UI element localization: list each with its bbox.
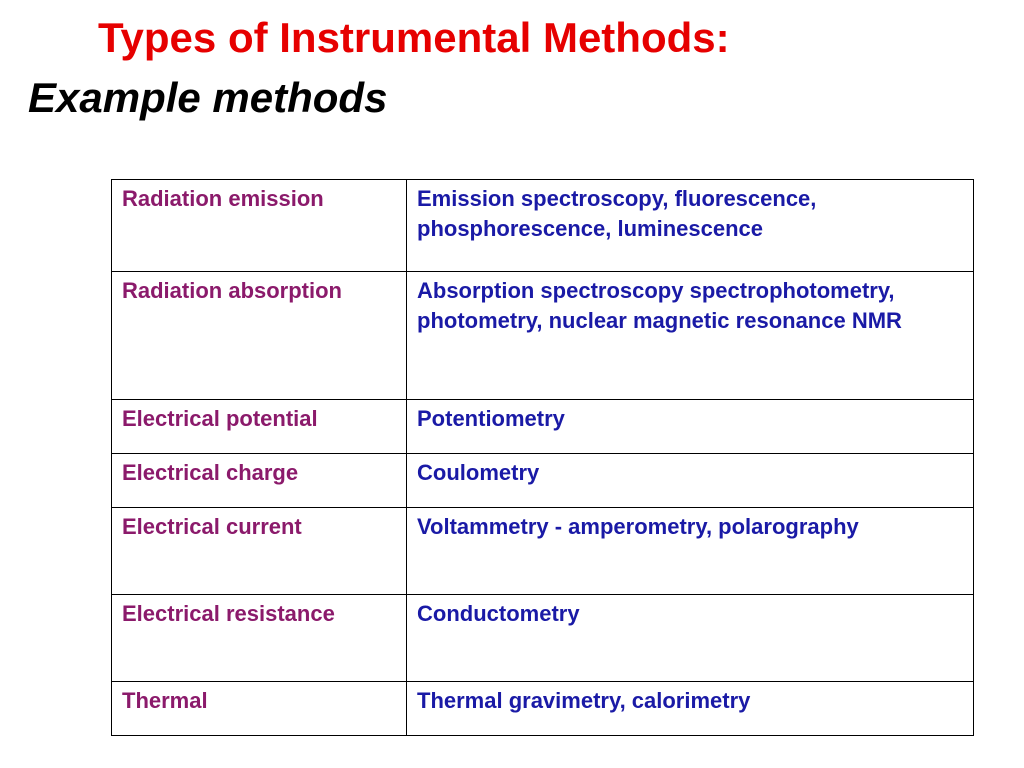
slide-title: Types of Instrumental Methods: xyxy=(98,14,730,61)
table-row xyxy=(112,508,974,595)
table-row xyxy=(112,454,974,508)
table-row xyxy=(112,682,974,736)
table-row xyxy=(112,595,974,682)
category-cell: Radiation absorption xyxy=(112,272,407,400)
category-cell: Radiation emission xyxy=(112,180,407,272)
table-row xyxy=(112,400,974,454)
table-row xyxy=(112,272,974,400)
slide-subtitle: Example methods xyxy=(28,74,388,121)
category-cell: Electrical current xyxy=(112,508,407,595)
examples-cell: Thermal gravimetry, calorimetry xyxy=(407,682,974,736)
examples-cell: Potentiometry xyxy=(407,400,974,454)
category-cell: Thermal xyxy=(112,682,407,736)
methods-table xyxy=(111,179,974,736)
examples-cell: Conductometry xyxy=(407,595,974,682)
category-cell: Electrical potential xyxy=(112,400,407,454)
examples-cell: Absorption spectroscopy spectrophotometry, photometry, nuclear magnetic resonance NMR xyxy=(407,272,974,400)
category-cell: Electrical resistance xyxy=(112,595,407,682)
table-row xyxy=(112,180,974,272)
examples-cell: Emission spectroscopy, fluorescence, phosphorescence, luminescence xyxy=(407,180,974,272)
category-cell: Electrical charge xyxy=(112,454,407,508)
examples-cell: Voltammetry - amperometry, polarography xyxy=(407,508,974,595)
examples-cell: Coulometry xyxy=(407,454,974,508)
